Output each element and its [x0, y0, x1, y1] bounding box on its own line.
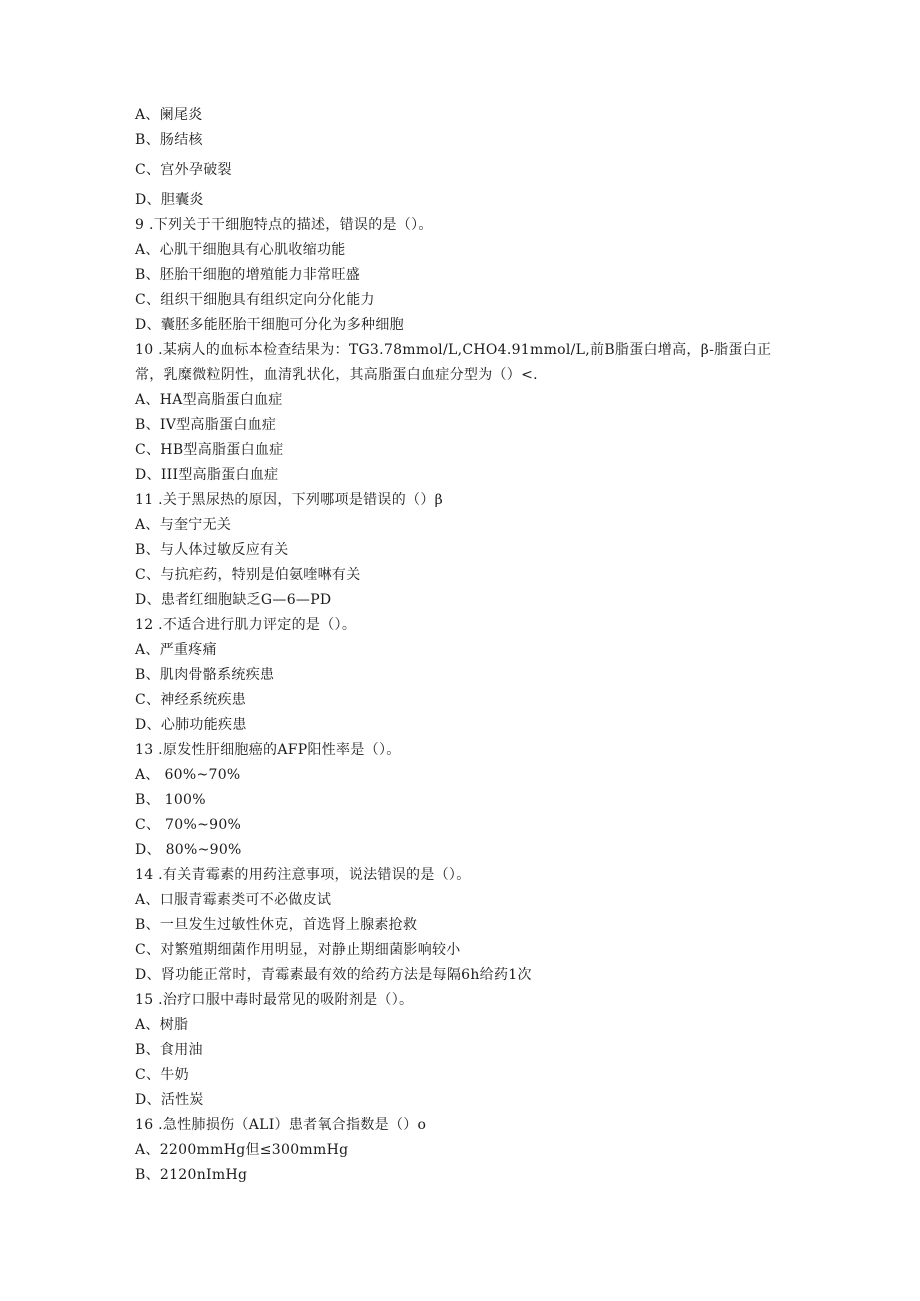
option-a: A、心肌干细胞具有心肌收缩功能: [135, 242, 346, 258]
option-b: B、 100%: [135, 792, 206, 808]
question-12: 12 .不适合进行肌力评定的是（）。: [135, 617, 357, 633]
option-d: D、III型高脂蛋白血症: [135, 467, 279, 483]
question-9: 9 .下列关于干细胞特点的描述，错误的是（）。: [135, 217, 433, 233]
option-a: A、树脂: [135, 1017, 189, 1033]
option-d: D、胆囊炎: [135, 192, 204, 208]
option-a: A、HA型高脂蛋白血症: [135, 392, 283, 408]
option-b: B、食用油: [135, 1042, 203, 1058]
question-14: 14 .有关青霉素的用药注意事项，说法错误的是（）。: [135, 867, 471, 883]
option-b: B、一旦发生过敏性休克，首选肾上腺素抢救: [135, 917, 418, 933]
option-b: B、肠结核: [135, 132, 203, 148]
option-a: A、严重疼痛: [135, 642, 217, 658]
option-c: C、宫外孕破裂: [135, 162, 232, 178]
option-c: C、 70%~90%: [135, 817, 242, 833]
option-d: D、心肺功能疾患: [135, 717, 247, 733]
question-10: 10 .某病人的血标本检查结果为：TG3.78mmol/L,CHO4.91mmol/L,前B脂蛋白增高，β-脂蛋白正常，乳糜微粒阴性，血清乳状化，其高脂蛋白血症分型为（）<.: [135, 342, 772, 383]
option-c: C、对繁殖期细菌作用明显，对静止期细菌影响较小: [135, 942, 461, 958]
option-a: A、 60%~70%: [135, 767, 241, 783]
option-d: D、患者红细胞缺乏G—6—PD: [135, 592, 332, 608]
option-d: D、囊胚多能胚胎干细胞可分化为多种细胞: [135, 317, 404, 333]
option-b: B、与人体过敏反应有关: [135, 542, 289, 558]
option-c: C、牛奶: [135, 1067, 189, 1083]
option-a: A、口服青霉素类可不必做皮试: [135, 892, 332, 908]
question-11: 11 .关于黑尿热的原因，下列哪项是错误的（）β: [135, 492, 444, 508]
option-d: D、肾功能正常时，青霉素最有效的给药方法是每隔6h给药1次: [135, 967, 532, 983]
option-d: D、 80%~90%: [135, 842, 242, 858]
option-c: C、组织干细胞具有组织定向分化能力: [135, 292, 375, 308]
option-a: A、与奎宁无关: [135, 517, 232, 533]
document-body: [135, 103, 795, 1188]
option-b: B、2120nImHg: [135, 1167, 248, 1183]
option-b: B、肌肉骨骼系统疾患: [135, 667, 275, 683]
option-b: B、IV型高脂蛋白血症: [135, 417, 277, 433]
question-16: 16 .急性肺损伤（ALI）患者氧合指数是（）o: [135, 1117, 427, 1133]
option-c: C、神经系统疾患: [135, 692, 247, 708]
option-c: C、HB型高脂蛋白血症: [135, 442, 284, 458]
option-a: A、2200mmHg但≤300mmHg: [135, 1142, 349, 1158]
question-15: 15 .治疗口服中毒时最常见的吸附剂是（）。: [135, 992, 414, 1008]
question-13: 13 .原发性肝细胞癌的AFP阳性率是（）。: [135, 742, 401, 758]
option-d: D、活性炭: [135, 1092, 204, 1108]
option-a: A、阑尾炎: [135, 107, 203, 123]
option-b: B、胚胎干细胞的增殖能力非常旺盛: [135, 267, 361, 283]
option-c: C、与抗疟药，特别是伯氨喹啉有关: [135, 567, 361, 583]
